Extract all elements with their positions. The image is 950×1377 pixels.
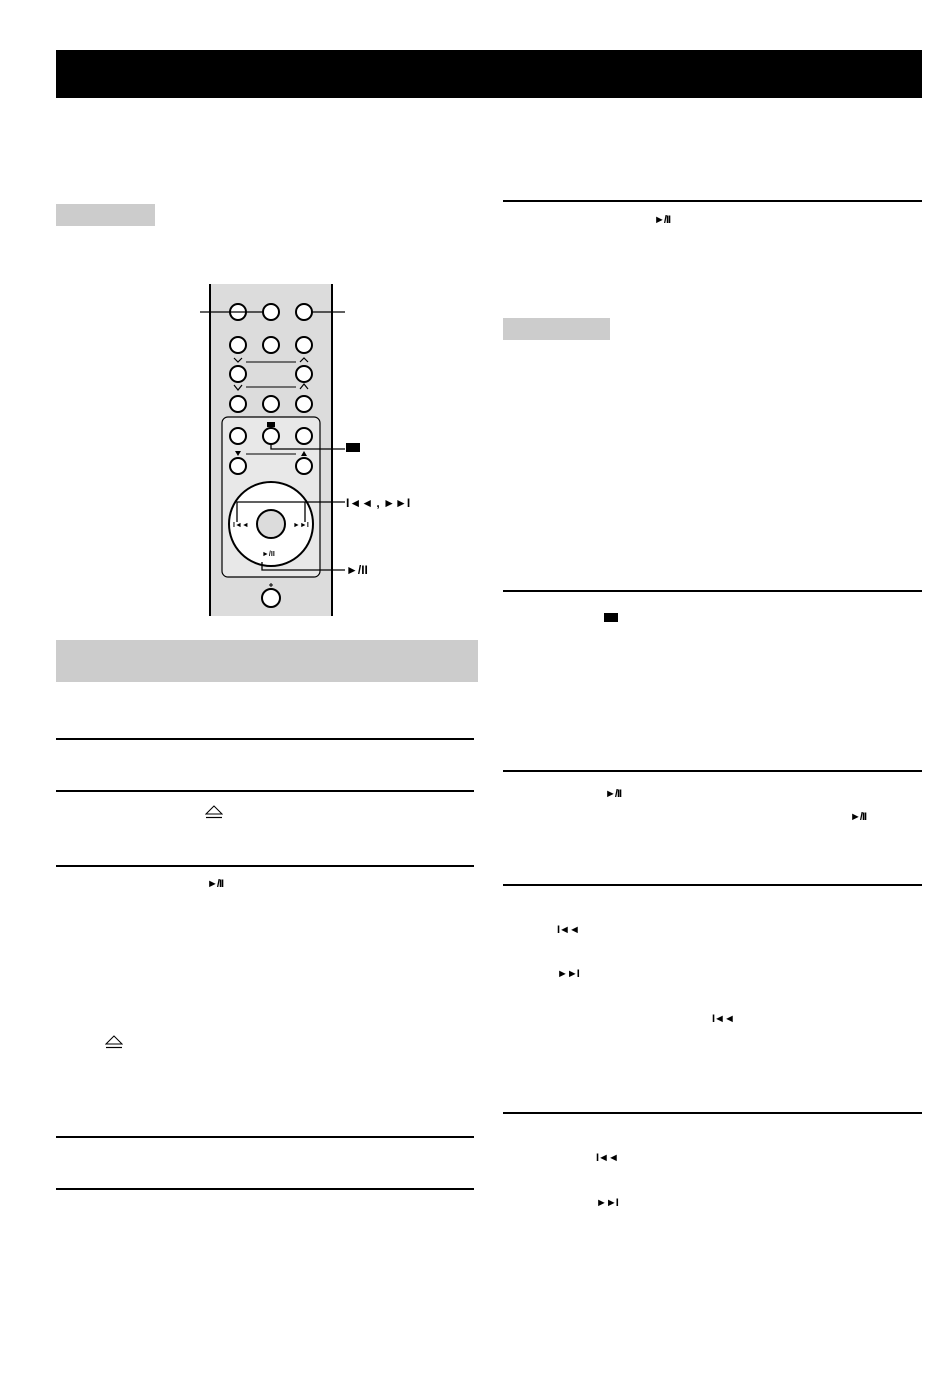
step-rule [56,865,474,867]
step-rule [503,590,922,592]
step-rule [56,1136,474,1138]
step-rule [56,738,474,740]
step-rule [56,790,474,792]
skip-forward-icon: ►►I [596,1197,618,1209]
remote-stop-label [346,443,360,452]
eject-icon [205,805,223,824]
note-tab [503,318,610,340]
svg-text:►►I: ►►I [293,522,309,529]
section-title-bar [56,50,922,98]
skip-back-icon: I◄◄ [557,924,579,936]
eject-icon [105,1035,123,1054]
svg-text:►/II: ►/II [262,551,275,558]
play-pause-icon: ►/II [654,214,671,226]
stop-icon [604,613,618,622]
skip-back-icon: I◄◄ [712,1013,734,1025]
step-rule [56,1188,474,1190]
skip-forward-icon: ►►I [557,968,579,980]
note-tab [56,204,155,226]
subsection-heading-band [56,640,478,682]
play-pause-icon: ►/II [605,788,622,800]
step-rule [503,770,922,772]
play-pause-icon: ►/II [207,878,224,890]
step-rule [503,1112,922,1114]
svg-text:I◄◄: I◄◄ [233,522,249,529]
remote-skip-label: I◄◄ , ►►I [346,496,411,510]
remote-control-illustration [200,284,420,616]
play-pause-icon: ►/II [850,811,867,823]
remote-play-pause-label: ►/II [346,563,368,577]
step-rule [503,884,922,886]
step-rule [503,200,922,202]
skip-back-icon: I◄◄ [596,1152,618,1164]
